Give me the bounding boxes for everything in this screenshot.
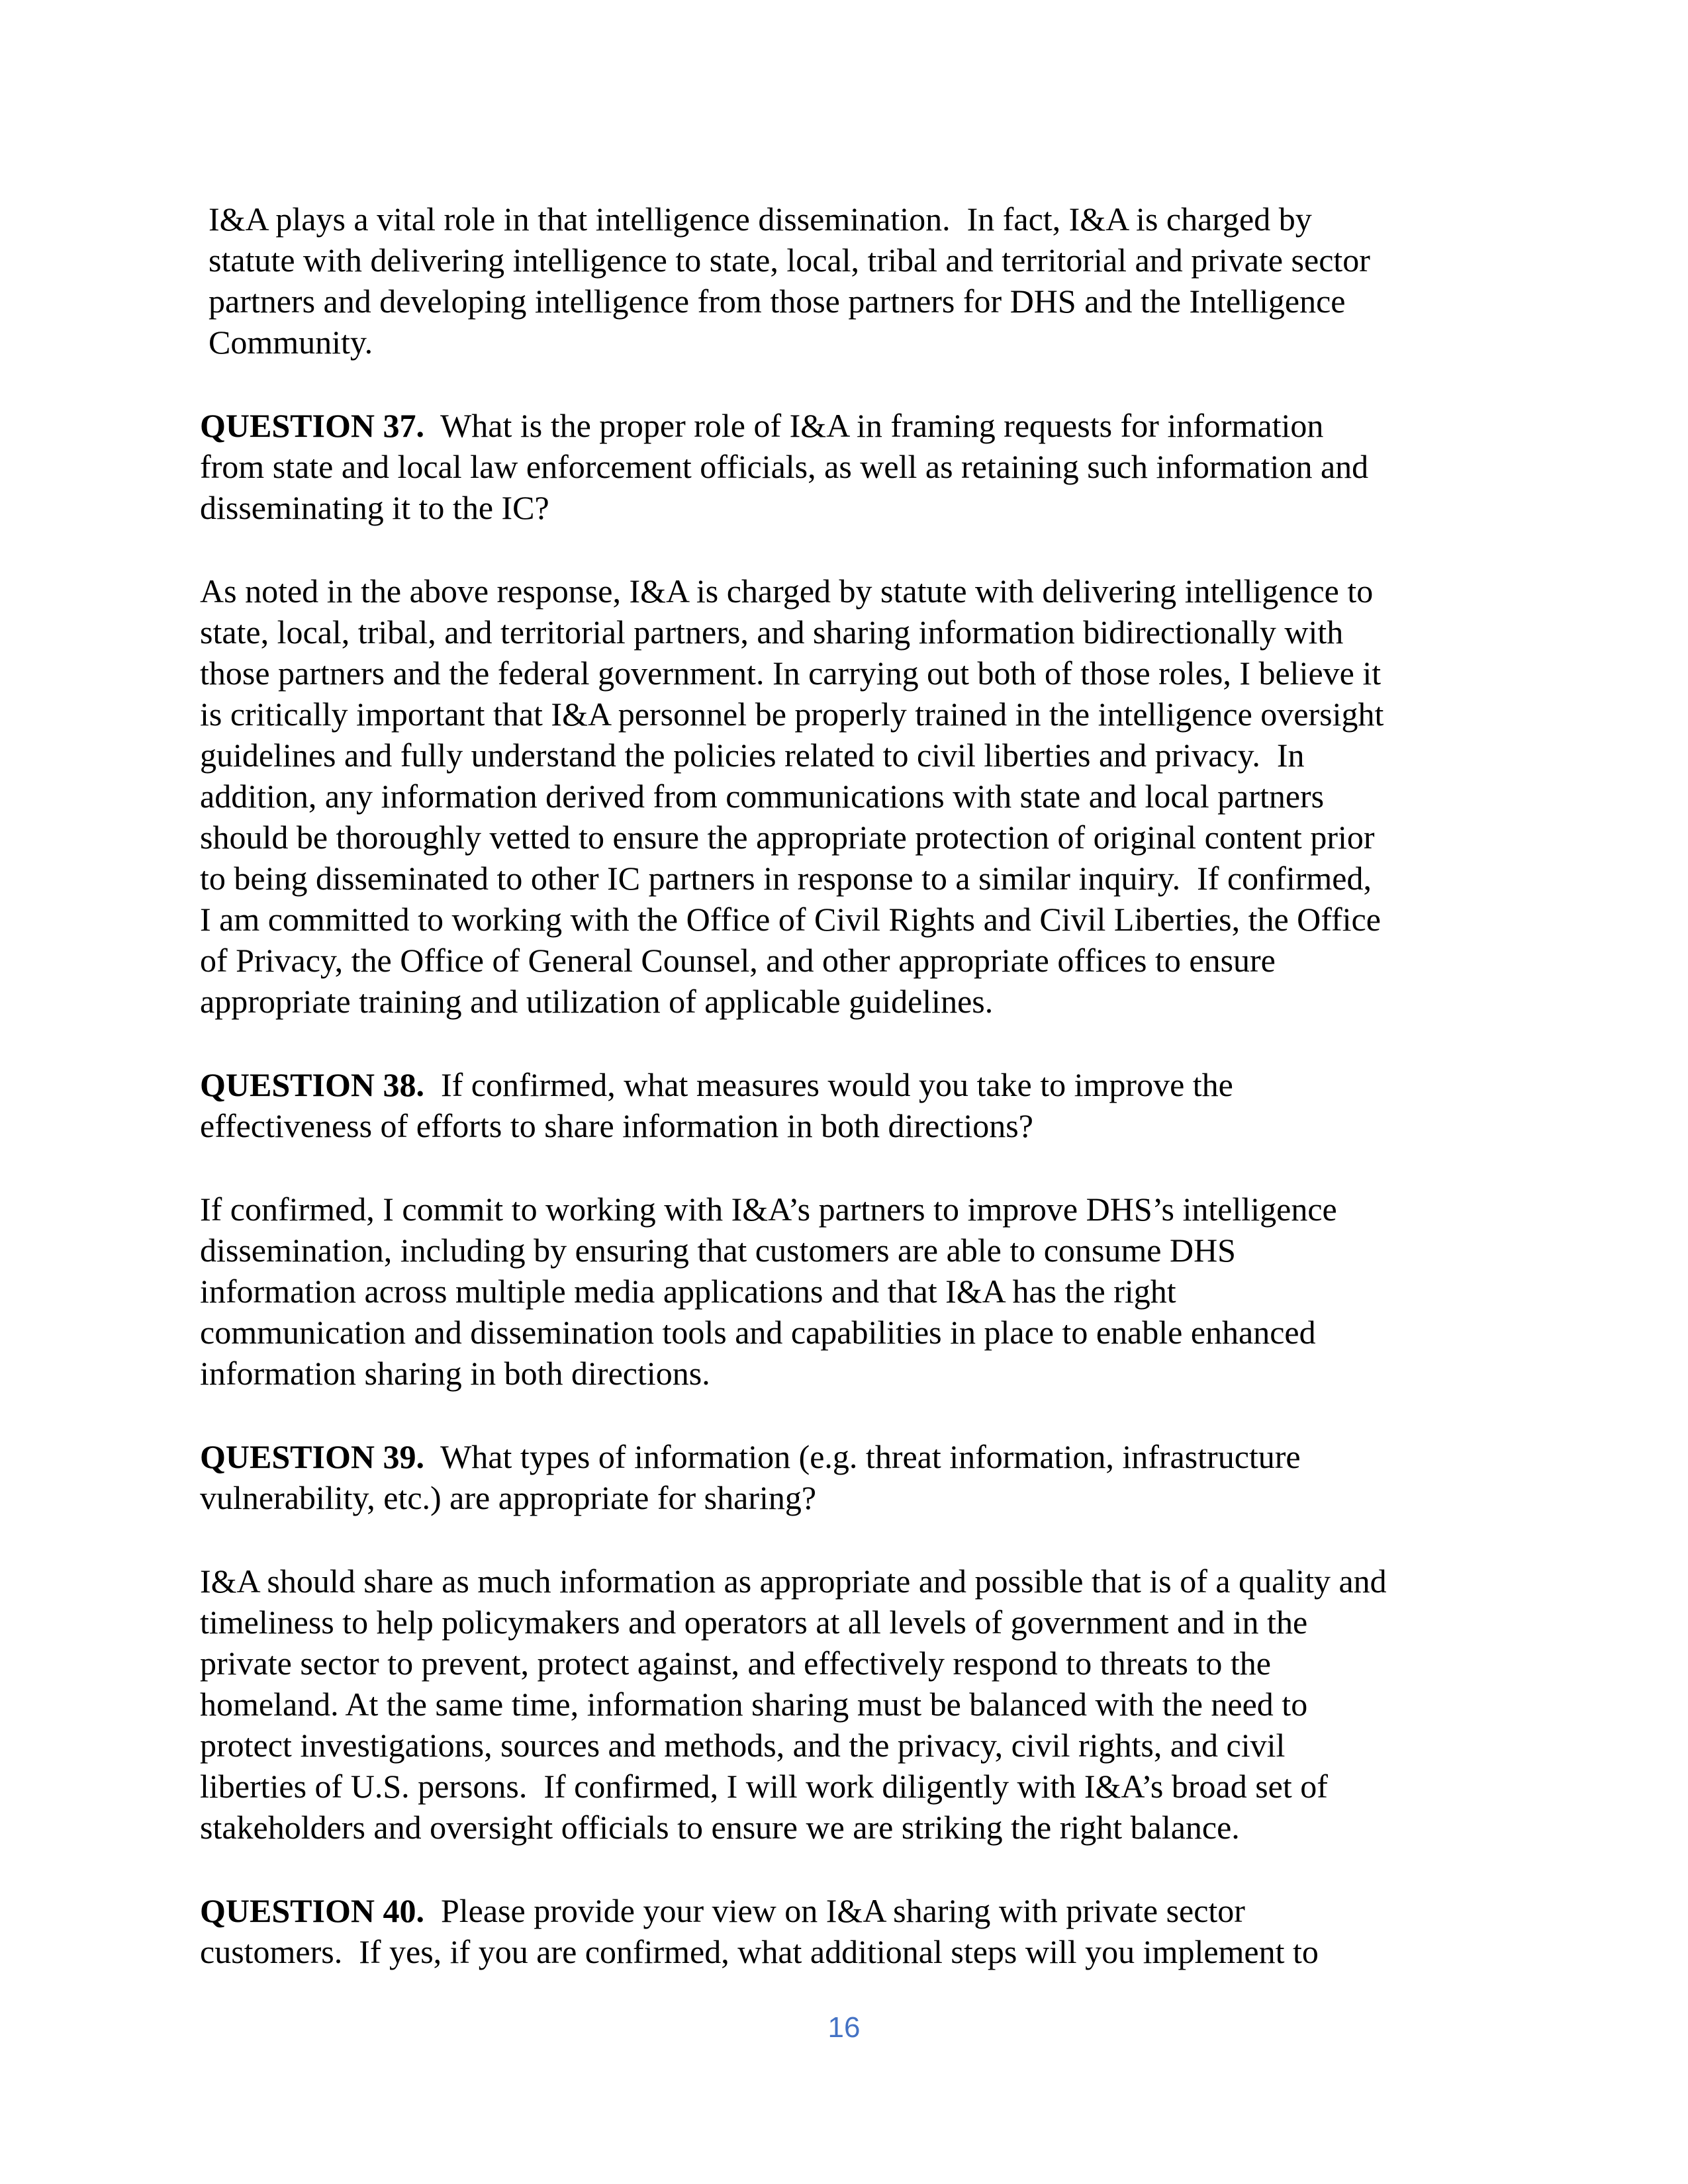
text-line: guidelines and fully understand the policies related to civil liberties and privacy. In <box>200 737 1305 774</box>
text-line: Community. <box>209 324 373 361</box>
text-line: those partners and the federal government. In carrying out both of those roles, I believe it <box>200 655 1382 692</box>
text-line: effectiveness of efforts to share information in both directions? <box>200 1107 1033 1144</box>
text-line: should be thoroughly vetted to ensure the appropriate protection of original content prior <box>200 819 1375 856</box>
text-line: dissemination, including by ensuring that customers are able to consume DHS <box>200 1232 1236 1269</box>
text-line: information across multiple media applications and that I&A has the right <box>200 1273 1176 1310</box>
text-line: I am committed to working with the Office of Civil Rights and Civil Liberties, the Office <box>200 901 1381 938</box>
text-line: information sharing in both directions. <box>200 1355 710 1392</box>
document-body <box>200 199 1557 2015</box>
text-line: protect investigations, sources and methods, and the privacy, civil rights, and civil <box>200 1727 1286 1764</box>
text-line: customers. If yes, if you are confirmed, what additional steps will you implement to <box>200 1933 1319 1970</box>
text-line: communication and dissemination tools and capabilities in place to enable enhanced <box>200 1314 1316 1351</box>
question-38-label: QUESTION 38. <box>200 1066 424 1103</box>
text-line: I&A plays a vital role in that intelligence dissemination. In fact, I&A is charged by <box>209 201 1312 238</box>
question-37-label: QUESTION 37. <box>200 407 424 444</box>
text-line: is critically important that I&A personnel be properly trained in the intelligence oversight <box>200 696 1384 733</box>
question-38-text: If confirmed, what measures would you take to improve the <box>424 1066 1233 1103</box>
question-37 <box>200 405 1557 528</box>
page-number: 16 <box>827 2011 861 2044</box>
text-line: of Privacy, the Office of General Counsel, and other appropriate offices to ensure <box>200 942 1276 979</box>
question-40-label: QUESTION 40. <box>200 1892 424 1929</box>
answer-paragraph-intro <box>200 199 1557 363</box>
text-line <box>200 1890 1557 1931</box>
text-line: state, local, tribal, and territorial partners, and sharing information bidirectionally with <box>200 614 1344 651</box>
text-line: from state and local law enforcement officials, as well as retaining such information and <box>200 448 1369 485</box>
question-40-text: Please provide your view on I&A sharing with private sector <box>424 1892 1245 1929</box>
text-line: liberties of U.S. persons. If confirmed, I will work diligently with I&A’s broad set of <box>200 1768 1328 1805</box>
question-40 <box>200 1890 1557 1972</box>
text-line: private sector to prevent, protect against, and effectively respond to threats to the <box>200 1645 1271 1682</box>
text-line: timeliness to help policymakers and operators at all levels of government and in the <box>200 1604 1308 1641</box>
text-line: statute with delivering intelligence to state, local, tribal and territorial and private sector <box>209 242 1370 279</box>
answer-paragraph-37 <box>200 570 1557 1022</box>
text-line: I&A should share as much information as appropriate and possible that is of a quality and <box>200 1563 1387 1600</box>
question-38 <box>200 1064 1557 1146</box>
text-line: to being disseminated to other IC partners in response to a similar inquiry. If confirmed, <box>200 860 1372 897</box>
question-39-text: What types of information (e.g. threat information, infrastructure <box>424 1438 1301 1475</box>
text-line: As noted in the above response, I&A is charged by statute with delivering intelligence to <box>200 572 1374 610</box>
text-line <box>200 1436 1557 1477</box>
text-line <box>200 1064 1557 1105</box>
text-line: stakeholders and oversight officials to ensure we are striking the right balance. <box>200 1809 1240 1846</box>
answer-paragraph-38 <box>200 1189 1557 1394</box>
text-line: vulnerability, etc.) are appropriate for sharing? <box>200 1479 817 1516</box>
question-39-label: QUESTION 39. <box>200 1438 424 1475</box>
text-line: addition, any information derived from communications with state and local partners <box>200 778 1325 815</box>
text-line: disseminating it to the IC? <box>200 489 549 526</box>
answer-paragraph-39 <box>200 1561 1557 1848</box>
question-37-text: What is the proper role of I&A in framing requests for information <box>424 407 1324 444</box>
text-line: appropriate training and utilization of applicable guidelines. <box>200 983 994 1020</box>
text-line <box>200 405 1557 446</box>
question-39 <box>200 1436 1557 1518</box>
text-line: If confirmed, I commit to working with I&A’s partners to improve DHS’s intelligence <box>200 1191 1337 1228</box>
text-line: homeland. At the same time, information sharing must be balanced with the need to <box>200 1686 1308 1723</box>
text-line: partners and developing intelligence from those partners for DHS and the Intelligence <box>209 283 1346 320</box>
